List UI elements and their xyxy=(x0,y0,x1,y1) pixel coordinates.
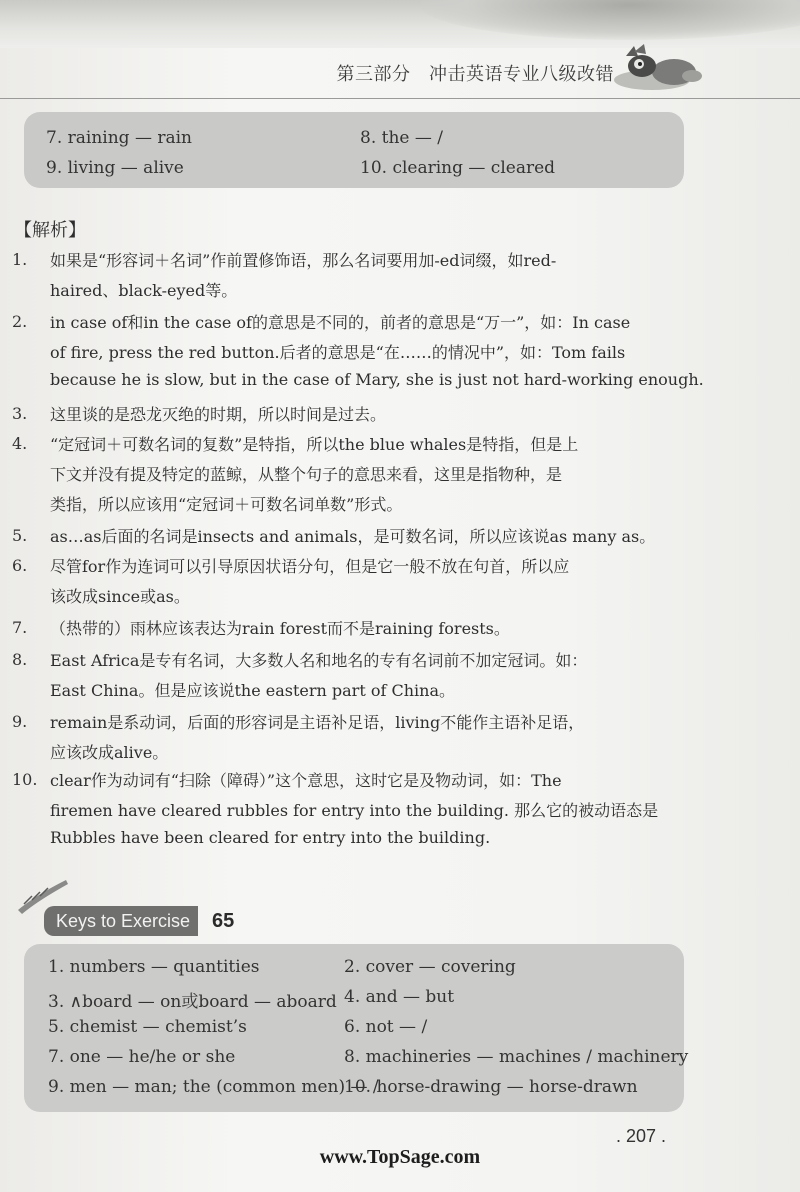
item-line: 该改成since或as。 xyxy=(50,587,190,606)
item-number: 1. xyxy=(12,250,28,269)
item-number: 3. xyxy=(12,404,28,423)
header-divider xyxy=(0,98,800,99)
cartoon-mascot-icon xyxy=(612,42,704,94)
keys-section-banner xyxy=(14,876,274,938)
item-line: 如果是“形容词＋名词”作前置修饰语，那么名词要用加-ed词缀，如red- xyxy=(50,251,557,270)
item-line: clear作为动词有“扫除（障碍）”这个意思，这时它是及物动词，如：The xyxy=(50,771,562,790)
analysis-heading: 【解析】 xyxy=(14,220,86,241)
exercise-number: 65 xyxy=(212,909,235,932)
item-line: firemen have cleared rubbles for entry into the building. 那么它的被动语态是 xyxy=(50,801,659,820)
item-line: haired、black-eyed等。 xyxy=(50,281,238,300)
item-number: 2. xyxy=(12,312,28,331)
answer-item: 8. the — / xyxy=(360,128,443,148)
answer-item: 8. machineries — machines / machinery xyxy=(344,1047,689,1067)
answer-item: 10. horse-drawing — horse-drawn xyxy=(344,1077,638,1097)
item-line: 应该改成alive。 xyxy=(50,743,169,762)
answer-item: 7. raining — rain xyxy=(46,128,192,148)
item-line: 类指，所以应该用“定冠词＋可数名词单数”形式。 xyxy=(50,495,403,514)
answer-item: 9. living — alive xyxy=(46,158,184,178)
answer-item: 3. ∧board — on或board — aboard xyxy=(48,992,337,1012)
keys-label-pill xyxy=(44,906,198,936)
item-line: “定冠词＋可数名词的复数”是特指，所以the blue whales是特指，但是上 xyxy=(50,435,579,454)
item-number: 6. xyxy=(12,556,28,575)
website-link[interactable]: www.TopSage.com xyxy=(319,1146,481,1168)
item-number: 10. xyxy=(12,770,38,789)
item-line: 尽管for作为连词可以引导原因状语分句，但是它一般不放在句首，所以应 xyxy=(50,557,570,576)
answer-item: 9. men — man; the (common men) — / xyxy=(48,1077,379,1097)
chapter-header-title: 第三部分 冲击英语专业八级改错 xyxy=(336,64,614,85)
item-number: 8. xyxy=(12,650,28,669)
item-line: （热带的）雨林应该表达为rain forest而不是raining forests。 xyxy=(50,619,510,638)
answer-item: 10. clearing — cleared xyxy=(360,158,556,178)
item-line: as…as后面的名词是insects and animals，是可数名词，所以应该说as many as。 xyxy=(50,527,656,546)
answer-item: 5. chemist — chemist’s xyxy=(48,1017,247,1037)
item-number: 4. xyxy=(12,434,28,453)
answer-item: 4. and — but xyxy=(344,987,455,1007)
page-number: . 207 . xyxy=(616,1126,667,1146)
item-line: in case of和in the case of的意思是不同的，前者的意思是“万一”，如：In case xyxy=(50,313,631,332)
item-number: 5. xyxy=(12,526,28,545)
item-line: 下文并没有提及特定的蓝鲸，从整个句子的意思来看，这里是指物种，是 xyxy=(50,465,563,484)
header-band xyxy=(0,0,800,48)
answer-item: 2. cover — covering xyxy=(344,957,516,977)
keys-number-wrap xyxy=(206,906,234,936)
item-number: 9. xyxy=(12,712,28,731)
item-number: 7. xyxy=(12,618,28,637)
answer-item: 1. numbers — quantities xyxy=(48,957,260,977)
item-line: remain是系动词，后面的形容词是主语补足语，living不能作主语补足语， xyxy=(50,713,585,732)
item-line: of fire, press the red button.后者的意思是“在……的情况中”，如：Tom fails xyxy=(50,343,626,362)
item-line: 这里谈的是恐龙灭绝的时期，所以时间是过去。 xyxy=(50,405,387,424)
keys-label: Keys to Exercise xyxy=(56,910,191,931)
item-line: because he is slow, but in the case of Mary, she is just not hard-working enough. xyxy=(50,370,704,389)
answer-item: 6. not — / xyxy=(344,1017,428,1037)
answer-item: 7. one — he/he or she xyxy=(48,1047,236,1067)
item-line: East Africa是专有名词，大多数人名和地名的专有名词前不加定冠词。如： xyxy=(50,651,588,670)
item-line: Rubbles have been cleared for entry into the building. xyxy=(50,828,491,847)
item-line: East China。但是应该说the eastern part of China。 xyxy=(50,681,455,700)
